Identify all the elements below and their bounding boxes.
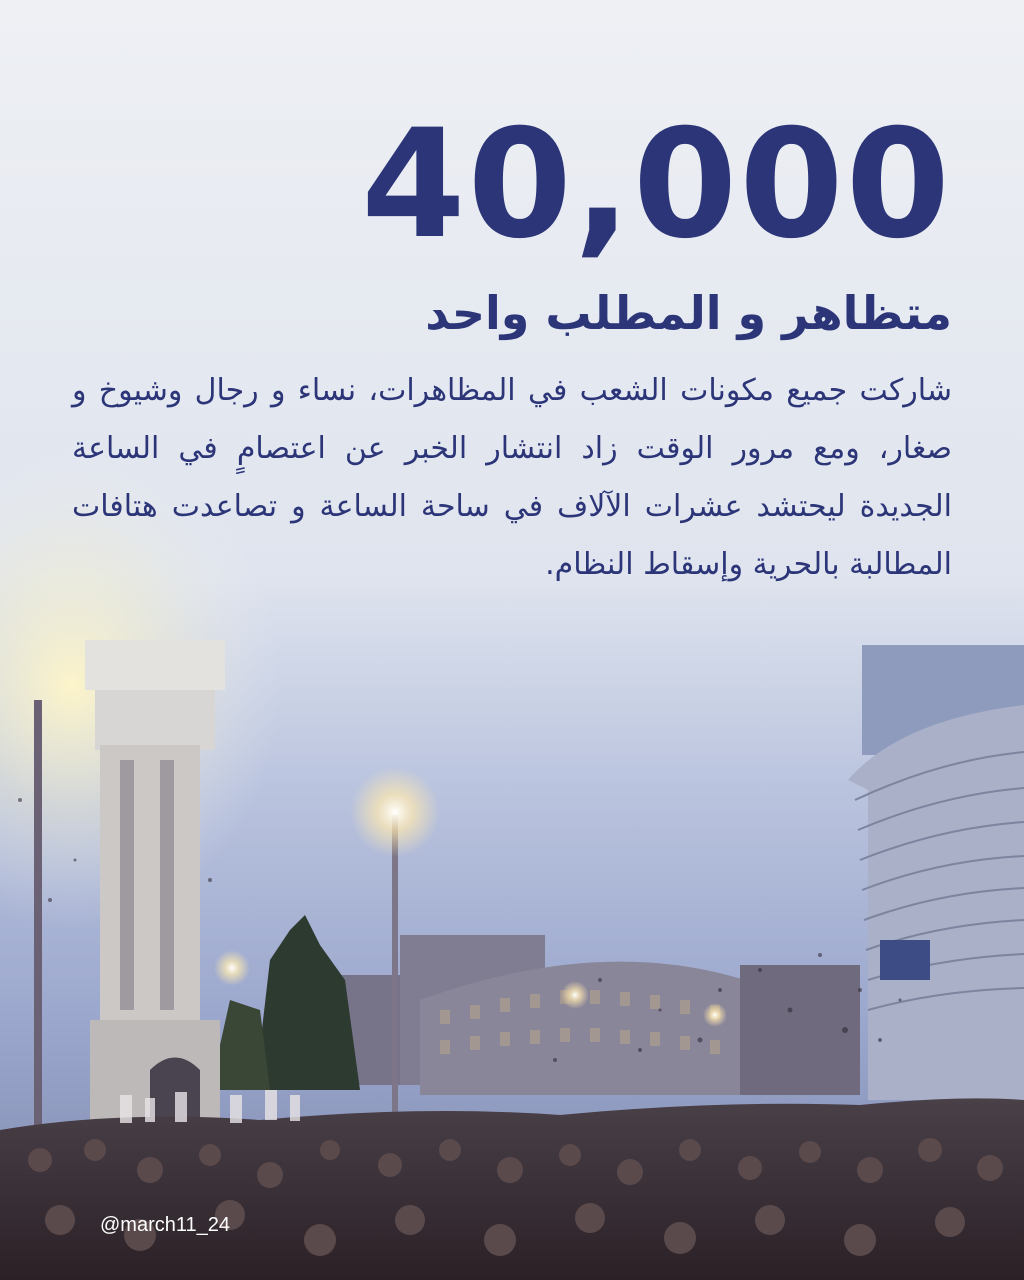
headline: متظاهر و المطلب واحد <box>425 286 952 340</box>
body-paragraph: شاركت جميع مكونات الشعب في المظاهرات، نساء و رجال وشيوخ و صغار، ومع مرور الوقت زاد انتشار الخبر عن اعتصامٍ في الساعة الجديدة ليحتشد عشرات الآلاف في ساحة الساعة و تصاعدت هتافات المطالبة بالحرية وإسقاط النظام. <box>72 373 952 582</box>
account-handle: @march11_24 <box>100 1214 230 1236</box>
protester-count: 40,000 <box>361 98 952 272</box>
crowd <box>0 1090 1024 1280</box>
